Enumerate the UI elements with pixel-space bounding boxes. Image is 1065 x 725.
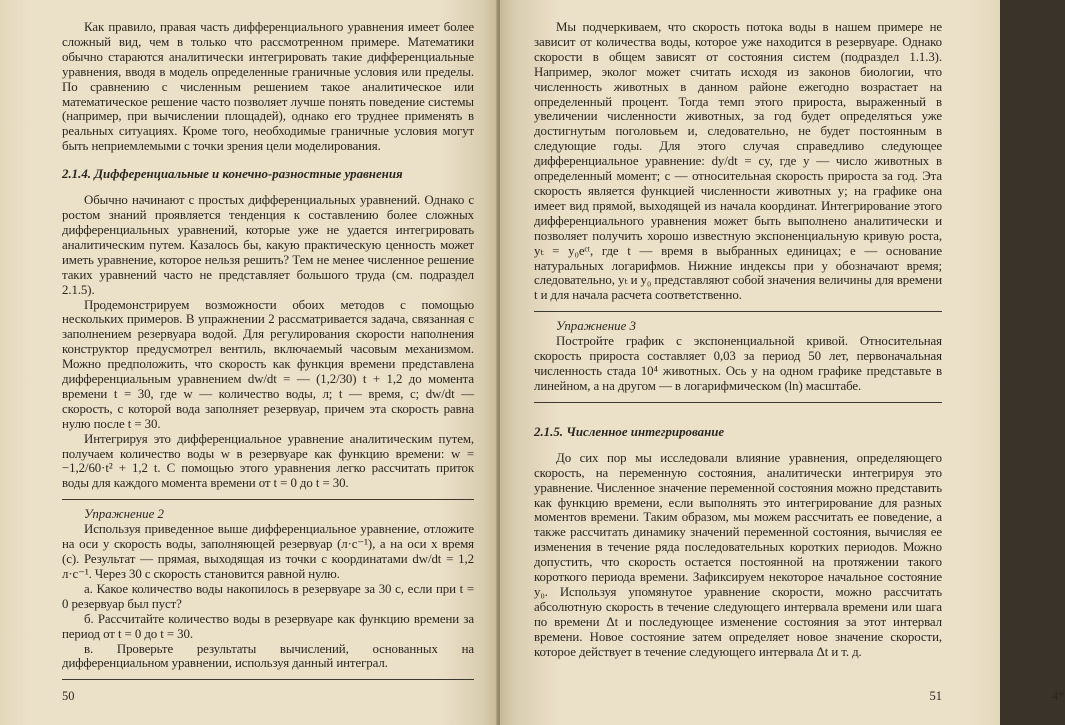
exercise-item-a: а. Какое количество воды накопилось в резервуаре за 30 с, если при t = 0 резервуар был пуст? [62, 581, 474, 611]
exercise-text: Постройте график с экспоненциальной кривой. Относительная скорость прироста составляет 0,03 за период 50 лет, первоначальная численность стада 10⁴ животных. Ось y на одном графике представьте в линейном, а на другом — в логарифмическом (ln) масштабе. [534, 334, 942, 393]
paragraph: Продемонстрируем возможности обоих методов с помощью нескольких примеров. В упражнении 2 рассматривается задача, связанная с заполнением резервуара водой. Для регулирования скорости наполнения конструктор предусмотрел вентиль, включаемый часовым механизмом. Можно предположить, что скорость как функция времени представлена дифференциальным уравнением dw/dt = — (1,2/30) t + 1,2 до момента времени t = 30, где w — количество воды, л; t — время, с; dw/dt — скорость, с которой вода заполняет резервуар, причем эта скорость равна нулю после t = 30. [62, 297, 474, 431]
paragraph: Обычно начинают с простых дифференциальных уравнений. Однако с ростом знаний проявляется тенденция к составлению более сложных дифференциальных уравнений, которые уже не удается интегрировать аналитическим путем. Казалось бы, какую практическую ценность может иметь уравнение, которое нельзя решить? Тем не менее численное решение таких уравнений часто не представляет большого труда (см. подраздел 2.1.5). [62, 193, 474, 297]
exercise-text: Используя приведенное выше дифференциальное уравнение, отложите на оси y скорость воды, заполняющей резервуар (л·с⁻¹), а на оси x время (с). Результат — прямая, выходящая из точки с координатами dw/dt = 1,2 л·с⁻¹. Через 30 с скорость становится равной нулю. [62, 522, 474, 581]
section-heading: 2.1.4. Дифференциальные и конечно-разностные уравнения [62, 167, 403, 182]
section-heading: 2.1.5. Численное интегрирование [534, 424, 725, 439]
divider [534, 402, 942, 403]
paragraph: Как правило, правая часть дифференциального уравнения имеет более сложный вид, чем в только что рассмотренном примере. Математики обычно стараются аналитически интегрировать такие дифференциальные уравнения, вводя в модель определенные граничные условия или пределы. По сравнению с численным решением такое аналитическое или математическое решение часто позволяет лучше понять поведение системы (например, при вычислении площадей), однако его труднее применять в реальных ситуациях. Кроме того, необходимые граничные условия могут быть неприемлемыми с точки зрения цели моделирования. [62, 20, 474, 154]
signature-mark: 4* [1052, 689, 1065, 703]
page-number: 51 [929, 689, 942, 703]
exercise-item-c: в. Проверьте результаты вычислений, основанных на дифференциальном уравнении, используя данный интеграл. [62, 641, 474, 671]
paragraph: Интегрируя это дифференциальное уравнение аналитическим путем, получаем количество воды w в резервуаре как функцию времени: w = −1,2/60·t² + 1,2 t. С помощью этого уравнения легко рассчитать приток воды для каждого момента времени от t = 0 до t = 30. [62, 431, 474, 491]
paragraph: Мы подчеркиваем, что скорость потока воды в нашем примере не зависит от количества воды, которое уже находится в резервуаре. Однако скорости в общем зависят от состояния систем (подраздел 1.1.3). Например, эколог может считать исходя из законов биологии, что численность животных в данном районе ежегодно возрастает на определенный процент. Тогда темп этого прироста, выраженный в увеличении численности животных, за год будет определяться уже достигнутым поголовьем и, следовательно, не будет постоянным в следующие годы. Для этого случая справедливо следующее дифференциальное уравнение: dy/dt = cy, где y — число животных в определенный момент; c — относительная скорость прироста за год. Эта скорость является функцией численности животных y; на графике она имеет вид прямой, выходящей из начала координат. Интегрирование этого дифференциального уравнения может быть выполнено аналитически и позволяет получить хорошо известную экспоненциальную кривую роста, yₜ = y₀eᶜᵗ, где t — время в выбранных единицах; e — основание натуральных логарифмов. Нижние индексы при y обозначают время; следовательно, yₜ и y₀ представляют собой значения величины для времени t и для начала расчета соответственно. [534, 20, 942, 303]
exercise-heading: Упражнение 2 [84, 507, 164, 522]
exercise-heading: Упражнение 3 [556, 319, 636, 334]
exercise-item-b: б. Рассчитайте количество воды в резервуаре как функцию времени за период от t = 0 до t = 30. [62, 611, 474, 641]
divider [62, 679, 474, 680]
left-page [0, 0, 498, 725]
paragraph: До сих пор мы исследовали влияние уравнения, определяющего скорость, на переменную состояния, аналитически интегрируя это уравнение. Численное значение переменной состояния можно представить как функцию времени, если выполнять это интегрирование для разных моментов времени. Таким образом, мы можем рассчитать ее поведение, а также рассчитать динамику значений переменной состояния, вычисляя ее изменения в течение ряда последовательных коротких периодов. Можно допустить, что скорость остается постоянной на протяжении такого короткого периода времени. Зафиксируем некоторое начальное состояние y₀. Используя упомянутое уравнение скорости, можно рассчитать абсолютную скорость в течение следующего интервала времени или шага по времени Δt и последующее изменение состояния за этот интервал времени. Новое состояние затем определяет новое значение скорости, которое действует в течение следующего интервала Δt и т. д. [534, 450, 942, 659]
divider [534, 311, 942, 312]
divider [62, 499, 474, 500]
page-number: 50 [62, 689, 75, 703]
right-page [500, 0, 1065, 725]
